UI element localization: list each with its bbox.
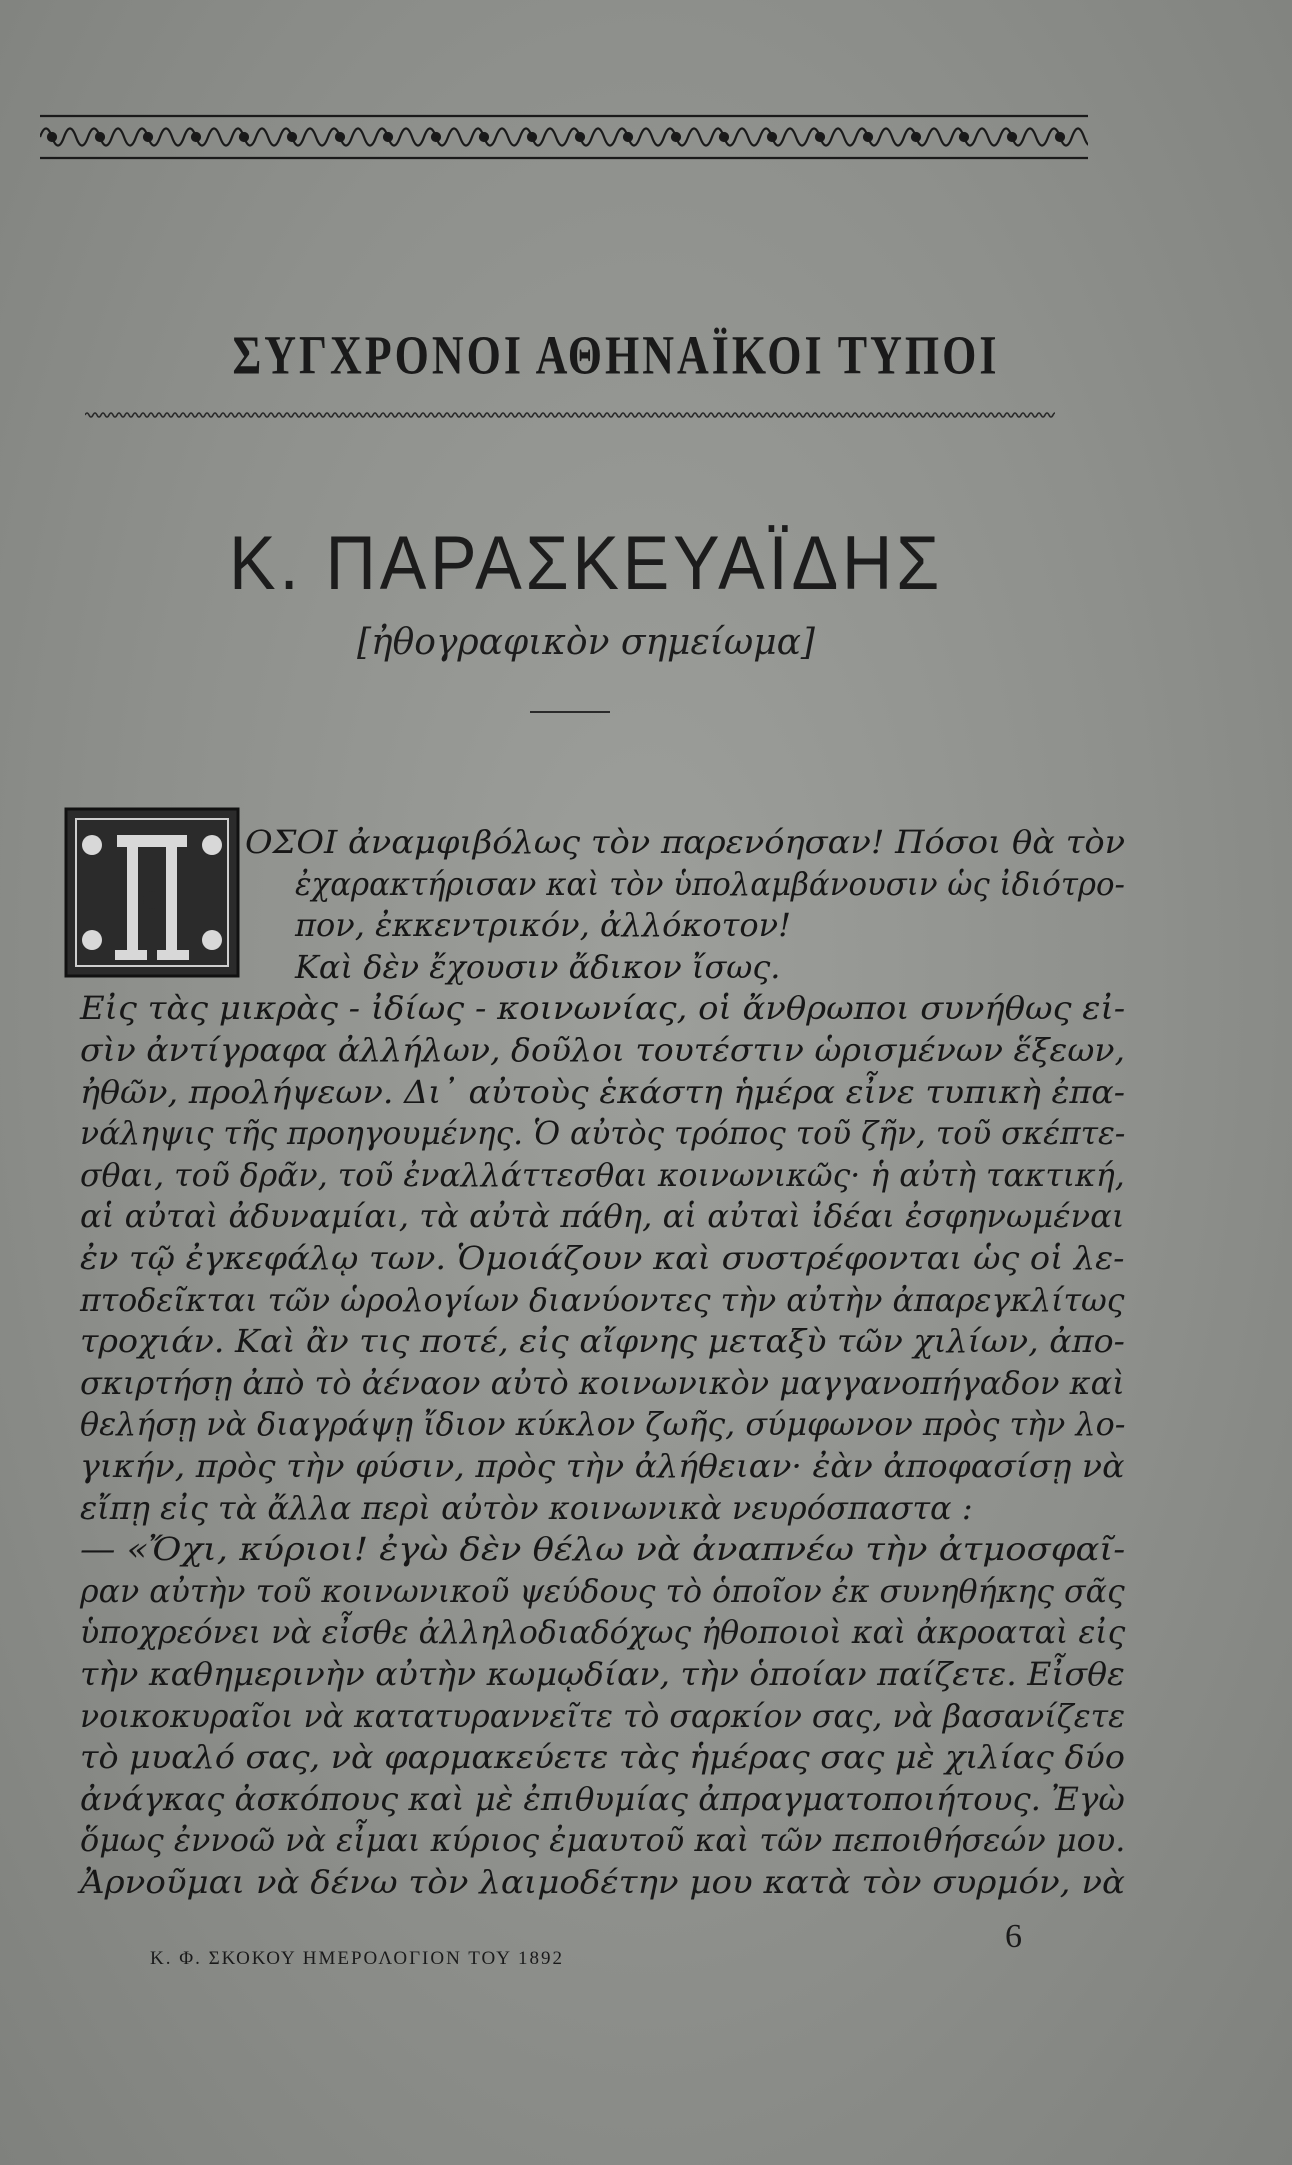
text-line: νοικοκυραῖοι νὰ κατατυραννεῖτε τὸ σαρκίον σας, νὰ βασανίζετε [80,1696,1126,1735]
section-title: ΣΥΓΧΡΟΝΟΙ ΑΘΗΝΑΪΚΟΙ ΤΥΠΟΙ [232,324,1000,387]
text-line: τὴν καθημερινὴν αὐτὴν κωμῳδίαν, τὴν ὁποίαν παίζετε. Εἶσθε [80,1655,1125,1693]
text-line: γικήν, πρὸς τὴν φύσιν, πρὸς τὴν ἀλήθειαν· ἐὰν ἀποφασίσῃ νὰ [80,1447,1125,1485]
wavy-rule [85,410,1055,420]
text-line: — «Ὄχι, κύριοι! ἐγὼ δὲν θέλω νὰ ἀναπνέω τὴν ἀτμοσφαῖ- [80,1530,1126,1569]
text-line: πον, ἐκκεντρικόν, ἀλλόκοτον! [295,906,791,945]
text-line: σὶν ἀντίγραφα ἀλλήλων, δοῦλοι τουτέστιν ὡρισμένων ἕξεων, [80,1031,1125,1069]
text-line: ΟΣΟΙ ἀναμφιβόλως τὸν παρενόησαν! Πόσοι θὰ τὸν [245,823,1126,861]
text-line: πτοδεῖκται τῶν ὡρολογίων διανύοντες τὴν αὐτὴν ἀπαρεγκλίτως [80,1280,1125,1319]
text-line: ὑποχρεόνει νὰ εἶσθε ἀλληλοδιαδόχως ἠθοποιοὶ καὶ ἀκροαταὶ εἰς [80,1613,1126,1652]
text-line: σθαι, τοῦ δρᾶν, τοῦ ἐναλλάττεσθαι κοινωνικῶς· ἡ αὐτὴ τακτική, [80,1155,1125,1194]
text-line: νάληψις τῆς προηγουμένης. Ὁ αὐτὸς τρόπος τοῦ ζῆν, τοῦ σκέπτε- [80,1114,1126,1153]
divider [530,711,610,713]
text-line: σκιρτήσῃ ἀπὸ τὸ ἀέναον αὐτὸ κοινωνικὸν μαγγανοπήγαδον καὶ [80,1363,1125,1402]
text-line: Εἰς τὰς μικρὰς - ἰδίως - κοινωνίας, οἱ ἄνθρωποι συνήθως εἰ- [80,989,1126,1028]
text-line: εἴπῃ εἰς τὰ ἄλλα περὶ αὐτὸν κοινωνικὰ νευρόσπαστα : [80,1488,973,1527]
text-line: τροχιάν. Καὶ ἂν τις ποτέ, εἰς αἴφνης μεταξὺ τῶν χιλίων, ἀπο- [80,1322,1125,1361]
article-title: Κ. ΠΑΡΑΣΚΕΥΑΪΔΗΣ [228,521,944,606]
running-footer: Κ. Φ. ΣΚΟΚΟΥ ΗΜΕΡΟΛΟΓΙΟΝ ΤΟΥ 1892 [150,1948,565,1969]
text-line: αἱ αὐταὶ ἀδυναμίαι, τὰ αὐτὰ πάθη, αἱ αὐταὶ ἰδέαι ἐσφηνωμέναι [80,1197,1125,1236]
article-subtitle: [ἠθογραφικὸν σημείωμα] [357,622,815,663]
text-line: Ἀρνοῦμαι νὰ δένω τὸν λαιμοδέτην μου κατὰ τὸν συρμόν, νὰ [80,1863,1126,1901]
text-line: ἐν τῷ ἐγκεφάλῳ των. Ὁμοιάζουν καὶ συστρέφονται ὡς οἱ λε- [80,1239,1125,1277]
decorative-initial-pi [62,805,242,980]
text-line: ὅμως ἐννοῶ νὰ εἶμαι κύριος ἐμαυτοῦ καὶ τῶν πεποιθήσεών μου. [80,1821,1126,1860]
page-number: 6 [1005,1918,1022,1955]
text-line: ραν αὐτὴν τοῦ κοινωνικοῦ ψεύδους τὸ ὁποῖον ἐκ συνηθήκης σᾶς [80,1571,1125,1610]
text-line: θελήσῃ νὰ διαγράψῃ ἴδιον κύκλον ζωῆς, σύμφωνον πρὸς τὴν λο- [80,1405,1126,1444]
text-line: ἐχαρακτήρισαν καὶ τὸν ὑπολαμβάνουσιν ὡς ἰδιότρο- [295,864,1125,903]
ornamental-border [40,112,1088,162]
text-line: ἀνάγκας ἀσκόπους καὶ μὲ ἐπιθυμίας ἀπραγματοποιήτους. Ἐγὼ [80,1779,1125,1818]
text-line: Καὶ δὲν ἔχουσιν ἄδικον ἴσως. [295,947,781,986]
text-line: τὸ μυαλό σας, νὰ φαρμακεύετε τὰς ἡμέρας σας μὲ χιλίας δύο [80,1738,1125,1777]
text-line: ἠθῶν, προλήψεων. Δι᾽ αὐτοὺς ἑκάστη ἡμέρα εἶνε τυπικὴ ἐπα- [80,1072,1126,1111]
